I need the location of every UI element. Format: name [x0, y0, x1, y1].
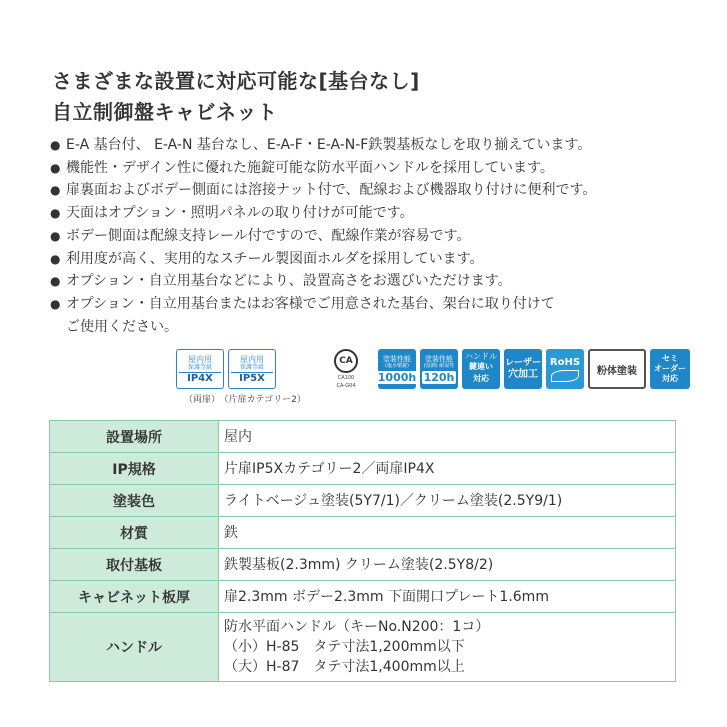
feature-item: ● オプション・自立用基台またはお客様でご用意された基台、架台に取り付けて	[50, 293, 700, 316]
ip4x-badge	[176, 349, 224, 389]
feature-item: ● 天面はオプション・照明パネルの取り付けが可能です。	[50, 202, 700, 225]
coating-1000h-title: 塗装性能	[383, 354, 411, 363]
powder-coating-badge	[588, 349, 646, 389]
spec-label: IP規格	[50, 453, 219, 485]
spec-value: 鉄製基板(2.3mm) クリーム塗装(2.5Y8/2)	[219, 549, 676, 581]
handle-line: 防水平面ハンドル（キーNo.N200：1コ）	[224, 619, 490, 635]
semi-order-badge	[650, 349, 690, 389]
laser-badge-line1: レーザー	[504, 358, 541, 368]
spec-table	[49, 420, 676, 682]
spec-value-handle	[219, 613, 676, 682]
ca-certification-badge	[318, 349, 374, 391]
leaf-icon	[551, 370, 579, 382]
title-line-2: 自立制御盤キャビネット	[52, 100, 278, 124]
spec-label: キャビネット板厚	[50, 581, 219, 613]
handle-badge-sub2: 対応	[473, 374, 489, 383]
semi-badge-line3: 対応	[662, 374, 678, 383]
powder-coating-label: 粉体塗装	[597, 365, 637, 377]
spec-value: ライトベージュ塗装(5Y7/1)／クリーム塗装(2.5Y9/1)	[219, 485, 676, 517]
table-row	[50, 549, 676, 581]
ip5x-badge-top: 屋内用	[240, 354, 264, 364]
feature-item: ● 利用度が高く、実用的なスチール製図面ホルダを採用しています。	[50, 248, 700, 271]
spec-label: 塗装色	[50, 485, 219, 517]
ca-caption-2: CA-G04	[336, 383, 356, 389]
ip5x-badge-mid: 保護等級	[239, 363, 264, 371]
ip4x-badge-mid: 保護等級	[187, 363, 212, 371]
handle-badge-title: ハンドル	[465, 352, 497, 361]
ip5x-badge-code: IP5X	[231, 372, 272, 384]
semi-badge-line2: オーダー	[654, 364, 686, 373]
spec-value: 鉄	[219, 517, 676, 549]
rohs-label: RoHS	[549, 356, 581, 368]
feature-item: ● 扉裏面およびボデー側面には溶接ナット付で、配線および機器取り付けに便利です。	[50, 179, 700, 202]
feature-item: ● ボデー側面は配線支持レール付ですので、配線作業が容易です。	[50, 225, 700, 248]
table-row-handle	[50, 613, 676, 682]
table-row	[50, 485, 676, 517]
ip4x-caption: （両扉）	[184, 395, 221, 405]
feature-list	[50, 134, 700, 338]
table-row	[50, 517, 676, 549]
semi-badge-line1: セミ	[662, 354, 678, 363]
title-line-1: さまざまな設置に対応可能な[基台なし]	[52, 69, 420, 93]
ip4x-badge-top: 屋内用	[188, 354, 212, 364]
coating-120h-value: 120h	[423, 370, 455, 384]
handle-line: （大）H-87 タテ寸法1,400mm以上	[224, 659, 465, 675]
ip5x-badge	[228, 349, 276, 389]
coating-1000h-badge	[378, 349, 416, 389]
table-row	[50, 453, 676, 485]
handle-badge-sub1: 鍵違い	[469, 362, 493, 371]
feature-item: ● E-A 基台付、 E-A-N 基台なし、E-A-F・E-A-N-F鉄製基板なしを取り揃えています。	[50, 134, 700, 157]
spec-label: 取付基板	[50, 549, 219, 581]
spec-label: 設置場所	[50, 421, 219, 453]
spec-label: 材質	[50, 517, 219, 549]
ip5x-caption: （片扉カテゴリー2）	[224, 395, 306, 405]
handle-line: （小）H-85 タテ寸法1,200mm以下	[224, 639, 465, 655]
certification-badges	[176, 349, 690, 391]
spec-value: 扉2.3mm ボデー2.3mm 下面開口プレート1.6mm	[219, 581, 676, 613]
feature-continuation: ご使用ください。	[66, 318, 178, 335]
laser-badge-line2: 穴加工	[508, 369, 538, 380]
page-title	[52, 66, 420, 128]
ca-mark: CA	[334, 349, 358, 373]
coating-120h-badge	[420, 349, 458, 389]
rohs-badge	[546, 349, 584, 389]
laser-hole-badge	[504, 349, 542, 389]
spec-value: 屋内	[219, 421, 676, 453]
coating-120h-title: 塗装性能	[425, 354, 453, 363]
feature-item: ● 機能性・デザイン性に優れた施錠可能な防水平面ハンドルを採用しています。	[50, 157, 700, 180]
spec-label: ハンドル	[50, 613, 219, 682]
handle-key-badge	[462, 349, 500, 389]
ip4x-badge-code: IP4X	[179, 372, 220, 384]
feature-item: ● オプション・自立用基台などにより、設置高さをお選びいただけます。	[50, 270, 700, 293]
coating-1000h-sub: (塩水噴霧)	[385, 362, 409, 369]
badge-captions	[184, 392, 310, 405]
ca-caption-1: CA100	[337, 375, 355, 381]
coating-120h-sub: (湿潤) 耐湿性	[423, 362, 455, 369]
table-row	[50, 581, 676, 613]
spec-value: 片扉IP5Xカテゴリー2／両扉IP4X	[219, 453, 676, 485]
coating-1000h-value: 1000h	[377, 370, 417, 384]
table-row	[50, 421, 676, 453]
